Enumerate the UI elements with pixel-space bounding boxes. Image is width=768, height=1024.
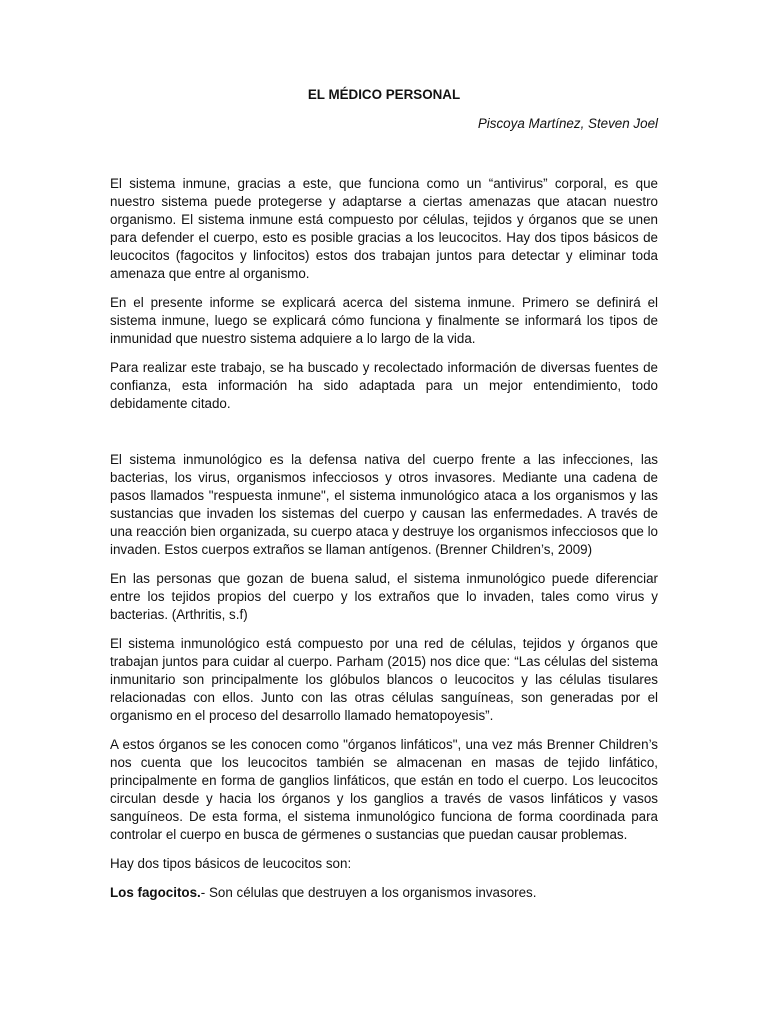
paragraph-intro: El sistema inmune, gracias a este, que funciona como un “antivirus” corporal, es que nuestro sistema puede protegerse y adaptarse a ciertas amenazas que atacan nuestro organismo. El sistema inmune está compuesto por células, tejidos y órganos que se unen para defender el cuerpo, esto es posible gracias a los leucocitos. Hay dos tipos básicos de leucocitos (fagocitos y linfocitos) estos dos trabajan juntos para detectar y eliminar toda amenaza que entre al organismo. xyxy=(110,176,658,281)
paragraph-immune-definition: El sistema inmunológico es la defensa nativa del cuerpo frente a las infecciones, las bacterias, los virus, organismos infecciosos y otros invasores. Mediante una cadena de pasos llamados "respuesta inmune", el sistema inmunológico ataca a los organismos y las sustancias que invaden los sistemas del cuerpo y causan las enfermedades. A través de una reacción bien organizada, su cuerpo ataca y destruye los organismos infecciosos que lo invaden. Estos cuerpos extraños se llaman antígenos. (Brenner Children’s, 2009) xyxy=(110,452,658,557)
paragraph-phagocytes xyxy=(110,884,658,902)
paragraph-report-outline: En el presente informe se explicará acerca del sistema inmune. Primero se definirá el sistema inmune, luego se explicará cómo funciona y finalmente se informará los tipos de inmunidad que nuestro sistema adquiere a lo largo de la vida. xyxy=(110,295,658,346)
paragraph-immune-composition: El sistema inmunológico está compuesto por una red de células, tejidos y órganos que trabajan juntos para cuidar al cuerpo. Parham (2015) nos dice que: “Las células del sistema inmunitario son principalmente los glóbulos blancos o leucocitos y las células tisulares relacionadas con ellos. Junto con las otras células sanguíneas, son generadas por el organismo en el proceso del desarrollo llamado hematopoyesis”. xyxy=(110,636,658,723)
paragraph-methodology: Para realizar este trabajo, se ha buscado y recolectado información de diversas fuentes de confianza, esta información ha sido adaptada para un mejor entendimiento, todo debidamente citado. xyxy=(110,360,658,411)
paragraph-healthy-people: En las personas que gozan de buena salud, el sistema inmunológico puede diferenciar entre los tejidos propios del cuerpo y los extraños que lo invaden, tales como virus y bacterias. (Arthritis, s.f) xyxy=(110,571,658,622)
paragraph-lymphatic-organs: A estos órganos se les conocen como "órganos linfáticos", una vez más Brenner Children’s nos cuenta que los leucocitos también se almacenan en masas de tejido linfático, principalmente en forma de ganglios linfáticos, que están en todo el cuerpo. Los leucocitos circulan desde y hacia los órganos y los ganglios a través de vasos linfáticos y vasos sanguíneos. De esta forma, el sistema inmunológico funciona de forma coordinada para controlar el cuerpo en busca de gérmenes o sustancias que puedan causar problemas. xyxy=(110,737,658,842)
paragraph-leukocyte-types: Hay dos tipos básicos de leucocitos son: xyxy=(110,856,352,871)
document-body xyxy=(110,86,658,902)
document-title: EL MÉDICO PERSONAL xyxy=(307,87,461,102)
document-author: Piscoya Martínez, Steven Joel xyxy=(477,116,658,131)
phagocytes-definition: - Son células que destruyen a los organismos invasores. xyxy=(200,885,537,900)
phagocytes-term: Los fagocitos. xyxy=(110,885,201,900)
